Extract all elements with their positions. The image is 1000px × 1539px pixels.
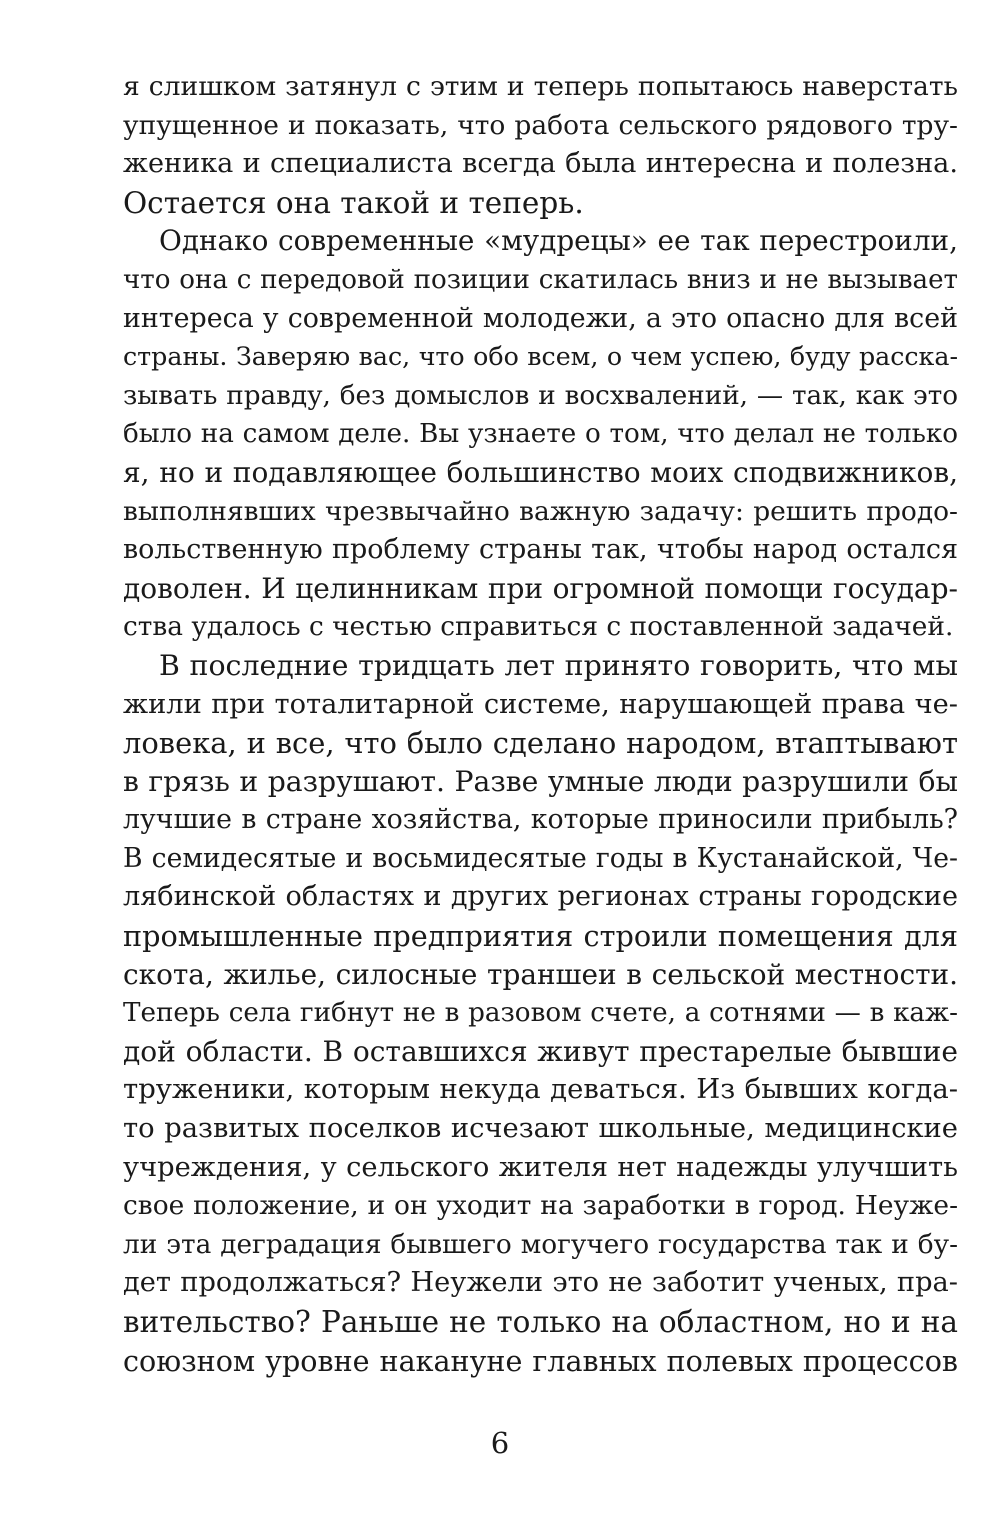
text-line: Теперь села гибнут не в разовом счете, а сотнями — в каж- [123,998,958,1029]
text-line: что она с передовой позиции скатилась вниз и не вызывает [123,264,958,295]
text-line: В семидесятые и восьмидесятые годы в Кустанайской, Че- [123,842,958,874]
text-line: ловека, и все, что было сделано народом, втаптывают [123,726,958,761]
text-line: я, но и подавляющее большинство моих сподвижников, [123,455,958,489]
text-line: труженики, которым некуда деваться. Из бывших когда- [123,1074,958,1106]
text-line: дой области. В оставшихся живут престарелые бывшие [123,1034,958,1068]
text-line: учреждения, у сельского жителя нет надежды улучшить [123,1151,958,1183]
text-line: то развитых поселков исчезают школьные, медицинские [123,1113,958,1145]
text-line: лябинской областях и других регионах страны городские [123,881,958,913]
text-line: страны. Заверяю вас, что обо всем, о чем успею, буду расска- [123,342,958,372]
text-line: выполнявших чрезвычайно важную задачу: решить продо- [123,495,958,527]
text-line: я слишком затянул с этим и теперь попытаюсь наверстать [123,71,958,102]
text-line: было на самом деле. Вы узнаете о том, что делал не только [123,419,958,450]
text-line: интереса у современной молодежи, а это опасно для всей [123,302,958,334]
body-text [123,68,958,1380]
text-line: В последние тридцать лет принято говорить, что мы [159,648,958,682]
text-line: свое положение, и он уходит на заработки в город. Неуже- [123,1190,958,1222]
text-line: зывать правду, без домыслов и восхвалений, — так, как это [123,380,958,411]
text-line: вительство? Раньше не только на областном, но и на [123,1305,958,1339]
text-line: дет продолжаться? Неужели это не заботит ученых, пра- [123,1267,958,1299]
text-line: промышленные предприятия строили помещения для [123,919,958,954]
text-line: Остается она такой и теперь. [123,185,584,220]
text-line: жили при тоталитарной системе, нарушающей права че- [123,688,958,720]
text-line: лучшие в стране хозяйства, которые приносили прибыль? [123,804,958,836]
text-line: вольственную проблему страны так, чтобы народ остался [123,534,958,566]
text-line: союзном уровне накануне главных полевых процессов [123,1343,958,1378]
text-line: ства удалось с честью справиться с поставленной задачей. [123,612,954,643]
text-line: упущенное и показать, что работа сельского рядового тру- [123,109,958,141]
text-line: ли эта деградация бывшего могучего государства так и бу- [123,1229,958,1260]
text-line: скота, жилье, силосные траншеи в сельской местности. [123,957,958,991]
text-line: в грязь и разрушают. Разве умные люди разрушили бы [123,764,958,798]
text-line: женика и специалиста всегда была интересна и полезна. [123,148,958,180]
text-line: доволен. И целинникам при огромной помощи государ- [123,571,958,605]
text-line: Однако современные «мудрецы» ее так перестроили, [159,224,958,258]
page-number: 6 [490,1426,510,1460]
